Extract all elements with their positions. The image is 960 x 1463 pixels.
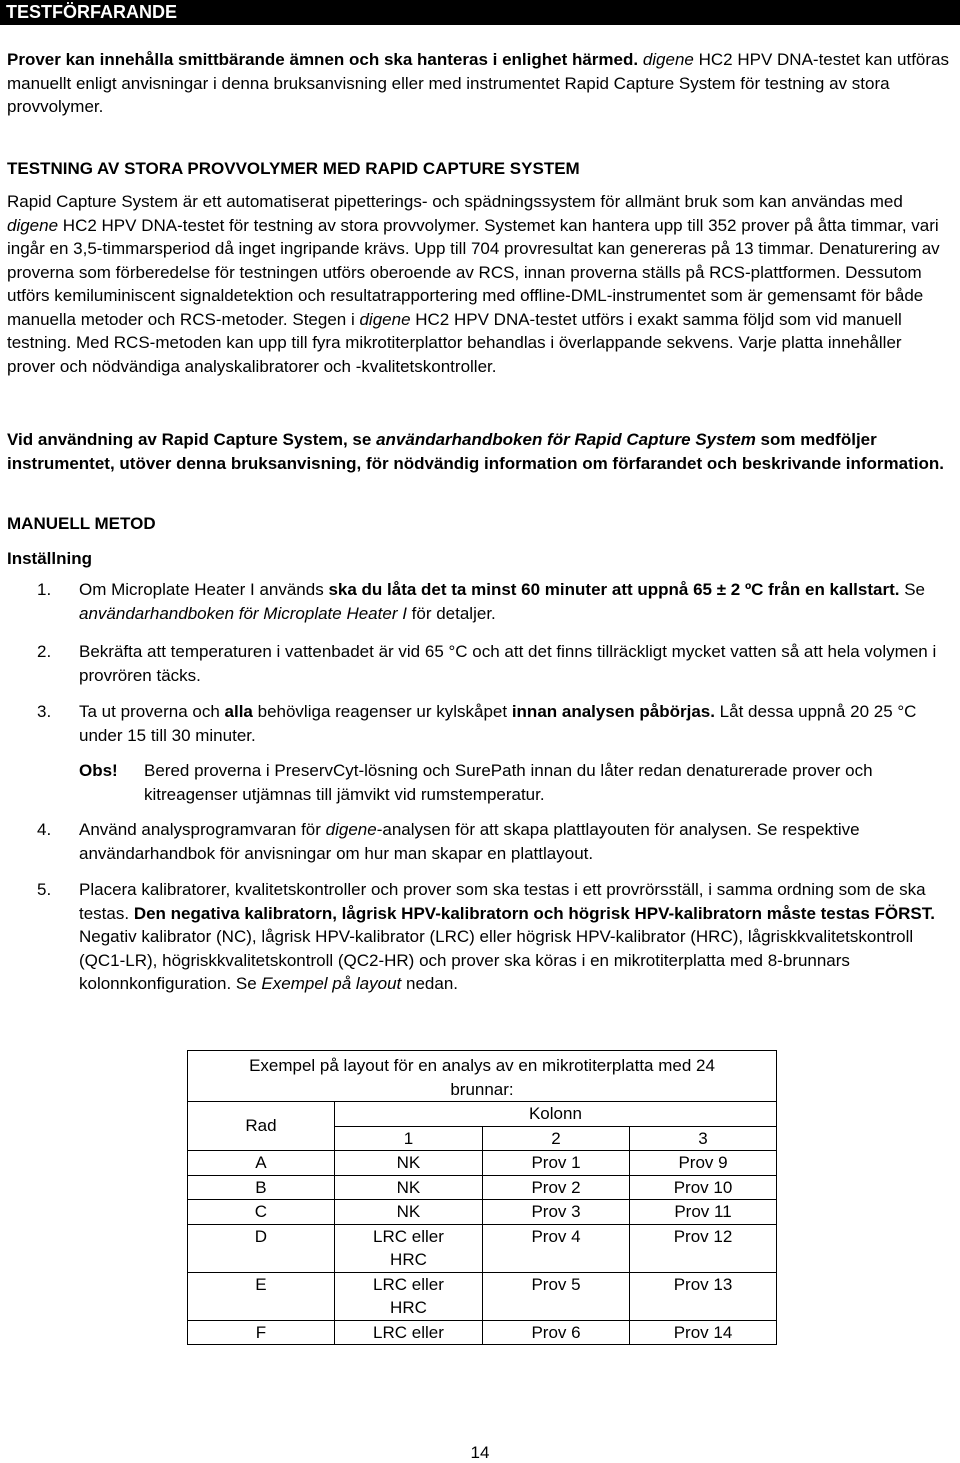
step-number: 1.: [37, 580, 52, 599]
step-1-bold: ska du låta det ta minst 60 minuter att uppnå 65 ± 2 ºC från en kallstart.: [328, 580, 900, 599]
table-cell: Prov 14: [630, 1320, 777, 1345]
intro-warning: Prover kan innehålla smittbärande ämnen och ska hanteras i enlighet härmed.: [7, 50, 639, 69]
step-text: [79, 700, 949, 747]
setup-subheading: Inställning: [7, 549, 92, 568]
column-number: 2: [483, 1126, 630, 1151]
row-label: C: [188, 1200, 335, 1225]
row-label: B: [188, 1175, 335, 1200]
obs-text: Bered proverna i PreservCyt-lösning och SurePath innan du låter redan denaturerade prover och kitreagenser utjämnas till jämvikt vid rumstemperatur.: [144, 761, 873, 804]
obs-label: Obs!: [79, 761, 118, 780]
table-cell: LRC eller HRC: [334, 1272, 482, 1320]
table-cell: Prov 5: [483, 1272, 630, 1320]
table-cell: LRC eller: [334, 1320, 482, 1345]
rcs-brand-1: digene: [7, 215, 59, 235]
table-caption: Exempel på layout för en analys av en mikrotiterplatta med 24 brunnar:: [188, 1051, 777, 1102]
table-row: [188, 1272, 777, 1320]
step-3-text-1: Ta ut proverna och: [79, 702, 225, 721]
step-number: 5.: [37, 880, 52, 899]
step-3-bold-1: alla: [224, 702, 253, 721]
rcs-brand-2: digene: [359, 309, 411, 329]
step-5-text-3: nedan.: [401, 974, 459, 993]
intro-brand: digene: [642, 50, 694, 69]
intro-text: HC2 HPV DNA-testet kan utföras manuellt enligt anvisningar i denna bruksanvisning eller med instrumentet Rapid Capture System för testning av stora provvolymer.: [7, 50, 949, 116]
table-cell: Prov 12: [630, 1224, 777, 1272]
table-caption-row: [188, 1051, 777, 1102]
table-cell: Prov 11: [630, 1200, 777, 1225]
table-cell: NK: [334, 1151, 482, 1176]
table-cell: NK: [334, 1175, 482, 1200]
rcs-note: [7, 428, 953, 475]
table-cell: NK: [334, 1200, 482, 1225]
table-cell: Prov 3: [483, 1200, 630, 1225]
step-text: [79, 878, 949, 996]
section-banner: TESTFÖRFARANDE: [0, 0, 960, 25]
table-row: [188, 1200, 777, 1225]
step-1-text-2: Se: [899, 580, 926, 599]
step-5-bold: Den negativa kalibratorn, lågrisk HPV-kalibratorn och högrisk HPV-kalibratorn måste testas FÖRST.: [133, 903, 935, 923]
step-4-brand: digene: [325, 820, 377, 839]
note-manual-ref: användarhandboken för Rapid Capture System: [376, 430, 756, 449]
intro-paragraph: [7, 48, 953, 119]
table-cell: Prov 6: [483, 1320, 630, 1345]
table-cell: Prov 1: [483, 1151, 630, 1176]
rcs-paragraph: [7, 190, 953, 378]
table-cell: Prov 9: [630, 1151, 777, 1176]
step-4-text-2: -analysen för att skapa plattlayouten för analysen. Se respektive användarhandbok för anvisningar om hur man skapar en plattlayout.: [79, 820, 860, 863]
table-row: [188, 1151, 777, 1176]
step-1-manual-ref: användarhandboken för Microplate Heater I: [79, 603, 407, 623]
table-cell: Prov 2: [483, 1175, 630, 1200]
table-row: [188, 1224, 777, 1272]
step-3-bold-2: innan analysen påbörjas.: [511, 702, 715, 721]
note-text-2: som medföljer instrumentet, utöver denna bruksanvisning, för nödvändig information om förfarandet och beskrivande information.: [7, 430, 944, 473]
table-cell: LRC eller HRC: [334, 1224, 482, 1272]
column-number: 1: [334, 1126, 482, 1151]
table-row: [188, 1175, 777, 1200]
row-label: F: [188, 1320, 335, 1345]
rcs-text-2: HC2 HPV DNA-testet för testning av stora provvolymer. Systemet kan hantera upp till 352 prover på åtta timmar, vari ingår en 3,5-timmarsperiod då inget ingripande krävs. Upp till 704 provresultat kan genereras på 13 timmar. Denaturering av proverna som förberedelse för testningen utförs oberoende av RCS, innan proverna ställs på RCS-plattformen. Dessutom utförs kemiluminiscent signaldetektion och resultatrapportering med offline-DML-instrumentet som är gemensamt för både manuella metoder och RCS-metoder. Stegen i: [7, 215, 940, 329]
step-text: [79, 578, 949, 625]
plate-layout-table: [187, 1050, 777, 1345]
row-label: A: [188, 1151, 335, 1176]
step-4-text-1: Använd analysprogramvaran för: [79, 820, 326, 839]
step-number: 3.: [37, 702, 52, 721]
note-text-1: Vid användning av Rapid Capture System, se: [7, 430, 377, 449]
step-1-text-3: för detaljer.: [406, 603, 496, 623]
table-row: [188, 1320, 777, 1345]
step-text: Bekräfta att temperaturen i vattenbadet är vid 65 °C och att det finns tillräckligt mycket vatten så att hela volymen i provrören täcks.: [79, 642, 937, 685]
row-label: D: [188, 1224, 335, 1272]
table-header-row: [188, 1102, 777, 1127]
rcs-text-3: HC2 HPV DNA-testet utförs i exakt samma följd som vid manuell testning. Med RCS-metoden kan upp till fyra mikrotiterplattor behandlas i överlappande sekvens. Varje platta innehåller prover och nödvändiga analyskalibratorer och -kvalitetskontroller.: [7, 309, 902, 376]
step-5-layout-ref: Exempel på layout: [261, 974, 402, 993]
kolonn-header: Kolonn: [334, 1102, 776, 1127]
step-number: 4.: [37, 820, 52, 839]
manual-heading: MANUELL METOD: [7, 514, 156, 533]
step-text: [79, 818, 949, 865]
step-1-text-1: Om Microplate Heater I används: [79, 580, 329, 599]
rcs-heading: TESTNING AV STORA PROVVOLYMER MED RAPID CAPTURE SYSTEM: [7, 159, 580, 178]
table-cell: Prov 4: [483, 1224, 630, 1272]
step-3-text-3: Låt dessa uppnå 20 25 °C under 15 till 30 minuter.: [79, 702, 917, 745]
table-cell: Prov 10: [630, 1175, 777, 1200]
table-cell: Prov 13: [630, 1272, 777, 1320]
rad-header: Rad: [188, 1102, 335, 1151]
step-number: 2.: [37, 642, 52, 661]
step-5-text-2: Negativ kalibrator (NC), lågrisk HPV-kalibrator (LRC) eller högrisk HPV-kalibrator (HRC), lågriskkvalitetskontroll (QC1-LR), högriskkvalitetskontroll (QC2-HR) och prover ska köras i en mikrotiterplatta med 8-brunnars kolonnkonfiguration. Se: [79, 927, 914, 993]
column-number: 3: [630, 1126, 777, 1151]
step-3-text-2: behövliga reagenser ur kylskåpet: [252, 702, 512, 721]
step-5-text-1: Placera kalibratorer, kvalitetskontroller och prover som ska testas i ett provrörsställ, i samma ordning som de ska testas.: [79, 880, 926, 923]
page-number: 14: [470, 1443, 490, 1462]
rcs-text-1: Rapid Capture System är ett automatiserat pipetterings- och spädningssystem för allmänt bruk som kan användas med: [7, 192, 903, 211]
row-label: E: [188, 1272, 335, 1320]
